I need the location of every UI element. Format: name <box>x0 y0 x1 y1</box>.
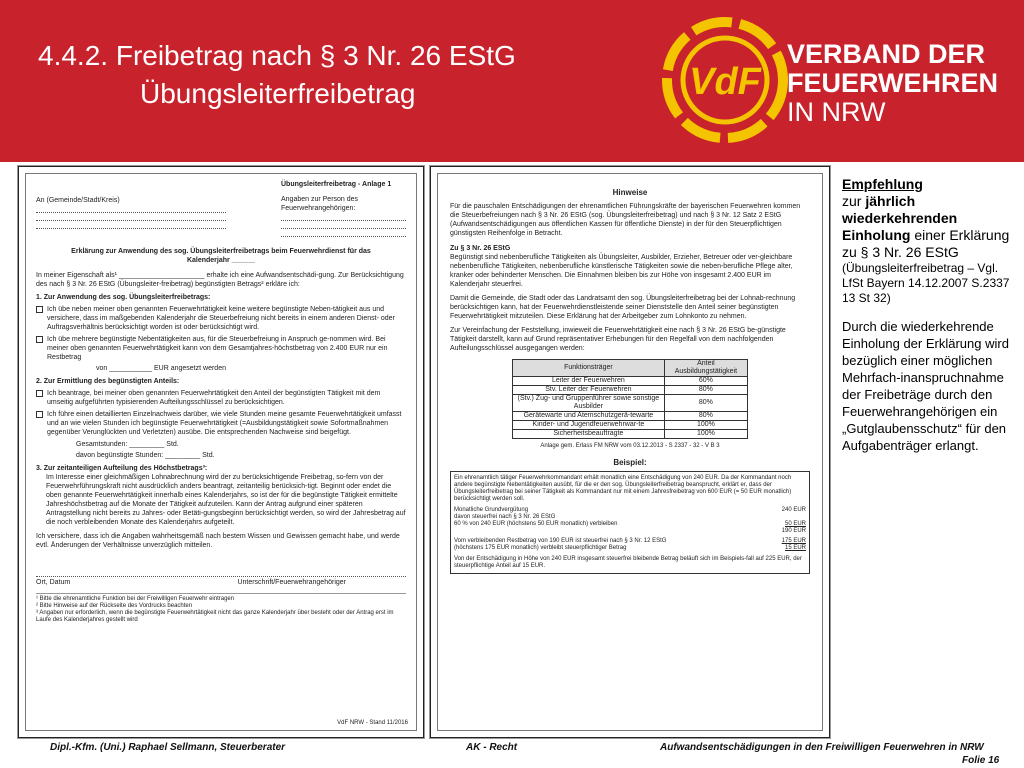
form-annex-label: Übungsleiterfreibetrag - Anlage 1 <box>281 181 392 188</box>
legal-reference: (Übungsleiterfreibetrag – Vgl. LfSt Bayern 14.12.2007 S.2337 13 St 32) <box>842 261 1010 305</box>
table-cell: 100% <box>664 430 747 439</box>
example-text: Ein ehrenamtlich tätiger Feuerwehrkommandant erhält monatlich eine Entschädigung von 240 EUR. Da der Kommandant noch andere begünstigte Nebentätigkeiten ausübt, für die er den sog. Übungsleiterfreibetrag beansprucht, erklärt er, dass der Übungsleiterfreibetrag bei seiner Tätigkeit als Kommandant nur mit einem Jahresfreibetrag von 600 EUR (= 50 EUR monatlich) berücksichtigt werden soll. <box>454 475 792 502</box>
allocation-table <box>512 359 748 439</box>
recommendation-heading: Empfehlung <box>842 176 923 192</box>
table-cell: 80% <box>664 395 747 412</box>
signature-place-date: Ort, Datum <box>36 579 71 586</box>
vdf-emblem-icon <box>660 10 790 150</box>
form-heading: Erklärung zur Anwendung des sog. Übungsleiterfreibetrags beim Feuerwehrdienst für das Kalenderjahr ______ <box>71 248 371 264</box>
table-cell: (Stv.) Zug- und Gruppenführer sowie sonstige Ausbilder <box>513 395 665 412</box>
recommendation-emphasis: jährlich wiederkehrenden Einholung <box>842 193 958 243</box>
footer-author: Dipl.-Kfm. (Uni.) Raphael Sellmann, Steuerberater <box>50 742 286 753</box>
table-header-row <box>513 360 748 377</box>
recommendation-panel <box>842 176 1020 454</box>
form-version: VdF NRW - Stand 11/2016 <box>337 720 408 726</box>
title-banner <box>0 0 1024 162</box>
slide-title-line-1: 4.4.2. Freibetrag nach § 3 Nr. 26 EStG <box>38 40 516 71</box>
checkbox <box>36 411 43 418</box>
footer-group: AK - Recht <box>466 742 518 753</box>
logo-wordmark <box>787 40 998 127</box>
table-cell: 80% <box>664 386 747 395</box>
table-cell: 80% <box>664 412 747 421</box>
table-cell: 100% <box>664 421 747 430</box>
table-cell: Kinder- und Jugendfeuerwehrwar-te <box>513 421 665 430</box>
section-2-option-b: Ich führe einen detaillierten Einzelnachweis darüber, wie viele Stunden meine gesamte Feuerwehrtätigkeit umfasst und an wie vielen Stunden ich begünstigte Feuerwehrtätigkeit (=Ausbildungstätigkeit sowie Sofortmaßnahmen gegenüber Verunglückten und Verletzten) ausübe. Die entsprechenden Nachweise sind beigefügt. <box>47 411 402 436</box>
notes-paragraph-2: Begünstigt sind nebenberufliche Tätigkeiten als Übungsleiter, Ausbilder, Erzieher, Betreuer oder ver-gleichbare nebenberufliche Tätigkeiten, nebenberufliche künstlerische Tätigkeiten sowie die neben-berufliche Pflege alter, kranker oder behinderter Menschen. Die Einnahmen bleiben bis zur Höhe von insgesamt 2.400 EUR im Kalenderjahr steuerfrei. <box>450 254 793 288</box>
table-row <box>513 421 748 430</box>
table-row <box>513 386 748 395</box>
table-header-cell: Anteil Ausbildungstätigkeit <box>664 360 747 377</box>
section-2-option-a: Ich beantrage, bei meiner oben genannten Feuerwehrtätigkeit den Anteil der begünstigten Tätigkeit mit dem umseitig aufgeführten typisierenden Aufteilungsschlüssel zu berücksichtigen. <box>47 390 381 406</box>
form-intro: In meiner Eigenschaft als¹ ______________________ erhalte ich eine Aufwandsentschädi-gung. Zur Berücksichtigung des nach § 3 Nr. 26 EStG (Übungsleiter-freibetrag) begünstigten Betrags² erkläre ich: <box>36 272 404 288</box>
example-title: Beispiel: <box>613 458 647 467</box>
notes-paragraph-3: Damit die Gemeinde, die Stadt oder das Landratsamt den sog. Übungsleiterfreibetrag bei der Lohnab-rechnung berücksichtigen kann, hat der Feuerwehrdienstleistende seiner Dienststelle den Anteil seiner begünstigten Feuerwehrtätigkeit mitzuteilen. Diese Erklärung hat der Arbeitgeber zum Lohnkonto zu nehmen. <box>450 295 796 320</box>
example-label: Vom verbleibenden Restbetrag von 190 EUR ist steuerfrei nach § 3 Nr. 12 EStG (höchstens 175 EUR monatlich) verbleibt steuerpflichtiger Betrag <box>454 538 667 551</box>
example-label: 60 % von 240 EUR (höchstens 50 EUR monatlich) verbleiben <box>454 521 618 527</box>
example-label: Monatliche Grundvergütung <box>454 507 529 513</box>
vdf-logo <box>648 6 1018 158</box>
table-row <box>513 377 748 386</box>
example-conclusion: Von der Entschädigung in Höhe von 240 EUR insgesamt steuerfrei bleibende Betrag beläuft sich im Beispiels-fall auf 225 EUR, der steuerpflichtige Anteil auf 15 EUR. <box>454 556 802 569</box>
footnote-3: ³ Angaben nur erforderlich, wenn die begünstigte Feuerwehrtätigkeit nicht das ganze Kalenderjahr über besteht oder der Antrag erst im Laufe des Kalenderjahres gestellt wird <box>36 610 394 623</box>
slide-title-line-2: Übungsleiterfreibetrag <box>140 78 416 109</box>
footer-topic: Aufwandsentschädigungen in den Freiwilligen Feuerwehren in NRW <box>660 742 984 753</box>
vdf-monogram: VdF <box>689 61 761 103</box>
table-cell: Stv. Leiter der Feuerwehren <box>513 386 665 395</box>
table-cell: Leiter der Feuerwehren <box>513 377 665 386</box>
slide-number: Folie 16 <box>962 755 1000 766</box>
table-row <box>513 412 748 421</box>
table-cell: Gerätewarte und Atemschutzgerä-tewarte <box>513 412 665 421</box>
checkbox <box>36 306 43 313</box>
logo-line-1: VERBAND DER <box>787 39 986 69</box>
example-value: 240 EUR <box>781 507 806 513</box>
address-label: An (Gemeinde/Stadt/Kreis) <box>36 197 120 204</box>
section-3-title: 3. Zur zeitanteiligen Aufteilung des Höchstbetrags³: <box>36 465 208 472</box>
table-cell: 60% <box>664 377 747 386</box>
footnote-2: ² Bitte Hinweise auf der Rückseite des Vordrucks beachten <box>36 603 193 609</box>
section-3-text: Im Interesse einer gleichmäßigen Lohnabrechnung wird der zu berücksichtigende Freibetrag, so-fern von der Feuerwehrführungskraft nicht ausdrücklich anders beantragt, zeitanteilig berücksich-tigt. Beginnt oder endet die oben genannte Feuerwehrtätigkeit innerhalb eines Kalenderjahrs, so ist der für die begünstigte Tätigkeit ermittelte Jahreshöchstbetrag auf die Monate der Tätigkeit aufzuteilen. Kann der Antrag aufgrund einer späteren Antragstellung nicht bereits zu Jahres- oder Betäti-gungsbeginn berücksichtigt werden, so wird der Jahresbetrag auf die noch verbleibenden Monate des Kalenderjahrs aufgeteilt. <box>46 474 406 526</box>
section-1-amount: von ___________ EUR angesetzt werden <box>96 365 226 372</box>
notes-heading: Hinweise <box>612 188 648 197</box>
footnote-1: ¹ Bitte die ehrenamtliche Funktion bei der Freiwilligen Feuerwehr eintragen <box>36 596 235 602</box>
table-row <box>513 430 748 439</box>
person-data-label: Angaben zur Person des Feuerwehrangehörigen: <box>281 196 359 212</box>
logo-line-3: IN NRW <box>787 97 886 127</box>
table-cell: Sicherheitsbeauftragte <box>513 430 665 439</box>
logo-line-2: FEUERWEHREN <box>787 68 999 98</box>
recommendation-text: einer Erklärung zu § 3 Nr. 26 EStG <box>842 227 1010 260</box>
recommendation-explanation: Durch die wiederkehrende Einholung der Erklärung wird bezüglich einer möglichen Mehrfach-inanspruchnahme der Freibeträge durch den Feuerwehrangehörigen ein „Gutglaubensschutz“ für den Aufgabenträger erlangt. <box>842 319 1009 453</box>
notes-section-title: Zu § 3 Nr. 26 EStG <box>450 245 511 252</box>
closing-statement: Ich versichere, dass ich die Angaben wahrheitsgemäß nach bestem Wissen und Gewissen gemacht habe, und werde evtl. Änderungen der Verhältnisse unverzüglich mitteilen. <box>36 533 400 549</box>
section-2-title: 2. Zur Ermittlung des begünstigten Anteils: <box>36 378 180 385</box>
total-hours-line: Gesamtstunden: _________ Std. <box>76 441 179 448</box>
notes-paragraph-1: Für die pauschalen Entschädigungen der ehrenamtlichen Führungskräfte der bayerischen Feuerwehren kommen die Steuerbefreiungen nach § 3 Nr. 26 EStG (sog. Übungsleiterfreibetrag) und nach § 3 Nr. 12 Satz 2 EStG (Aufwandsentschädigungen aus öffentlichen Kassen für öffentliche Dienste) in der für den Steuerpflichtigen günstigsten Reihenfolge in Betracht. <box>450 203 801 237</box>
recommendation-text: zur <box>842 193 866 209</box>
example-value: 175 EUR <box>781 538 806 544</box>
example-box <box>450 471 810 574</box>
table-header-cell: Funktionsträger <box>513 360 665 377</box>
checkbox <box>36 336 43 343</box>
notes-page-scan <box>430 166 830 738</box>
table-source-note: Anlage gem. Erlass FM NRW vom 03.12.2013 - S 2337 - 32 - V B 3 <box>540 443 720 449</box>
section-1-title: 1. Zur Anwendung des sog. Übungsleiterfreibetrags: <box>36 294 211 301</box>
declaration-form-scan <box>18 166 424 738</box>
qualifying-hours-line: davon begünstigte Stunden: _________ Std. <box>76 452 215 459</box>
example-value: 190 EUR <box>781 528 806 534</box>
section-1-option-b: Ich übe mehrere begünstigte Nebentätigkeiten aus, für die Steuerbefreiung in Anspruch ge-nommen wird. Bei meiner oben genannten Feuerwehrtätigkeit kann von dem Gesamtjahres-höchstbetrag von 2.400 EUR nur ein Restbetrag <box>47 336 388 361</box>
example-label: davon steuerfrei nach § 3 Nr. 26 EStG <box>454 514 556 520</box>
signature-member: Unterschrift/Feuerwehrangehöriger <box>237 579 346 586</box>
section-1-option-a: Ich übe neben meiner oben genannten Feuerwehrtätigkeit keine weitere begünstigte Neben-tätigkeit aus und versichere, dass im maßgebenden Kalenderjahr die Steuerbefreiung nicht bereits in einem anderen Dienst- oder Auftragsverhältnis berücksichtigt worden ist oder berücksichtigt wird. <box>47 306 395 331</box>
example-value: 50 EUR <box>784 521 806 527</box>
example-value: 15 EUR <box>784 545 806 551</box>
checkbox <box>36 390 43 397</box>
notes-paragraph-4: Zur Vereinfachung der Feststellung, inwieweit die Feuerwehrtätigkeit eine nach § 3 Nr. 26 EStG be-günstigte Tätigkeit darstellt, kann auf Grund repräsentativer Erhebungen für den Regelfall von dem nachfolgenden Aufteilungsschlüssel ausgegangen werden: <box>450 327 786 352</box>
table-row <box>513 395 748 412</box>
